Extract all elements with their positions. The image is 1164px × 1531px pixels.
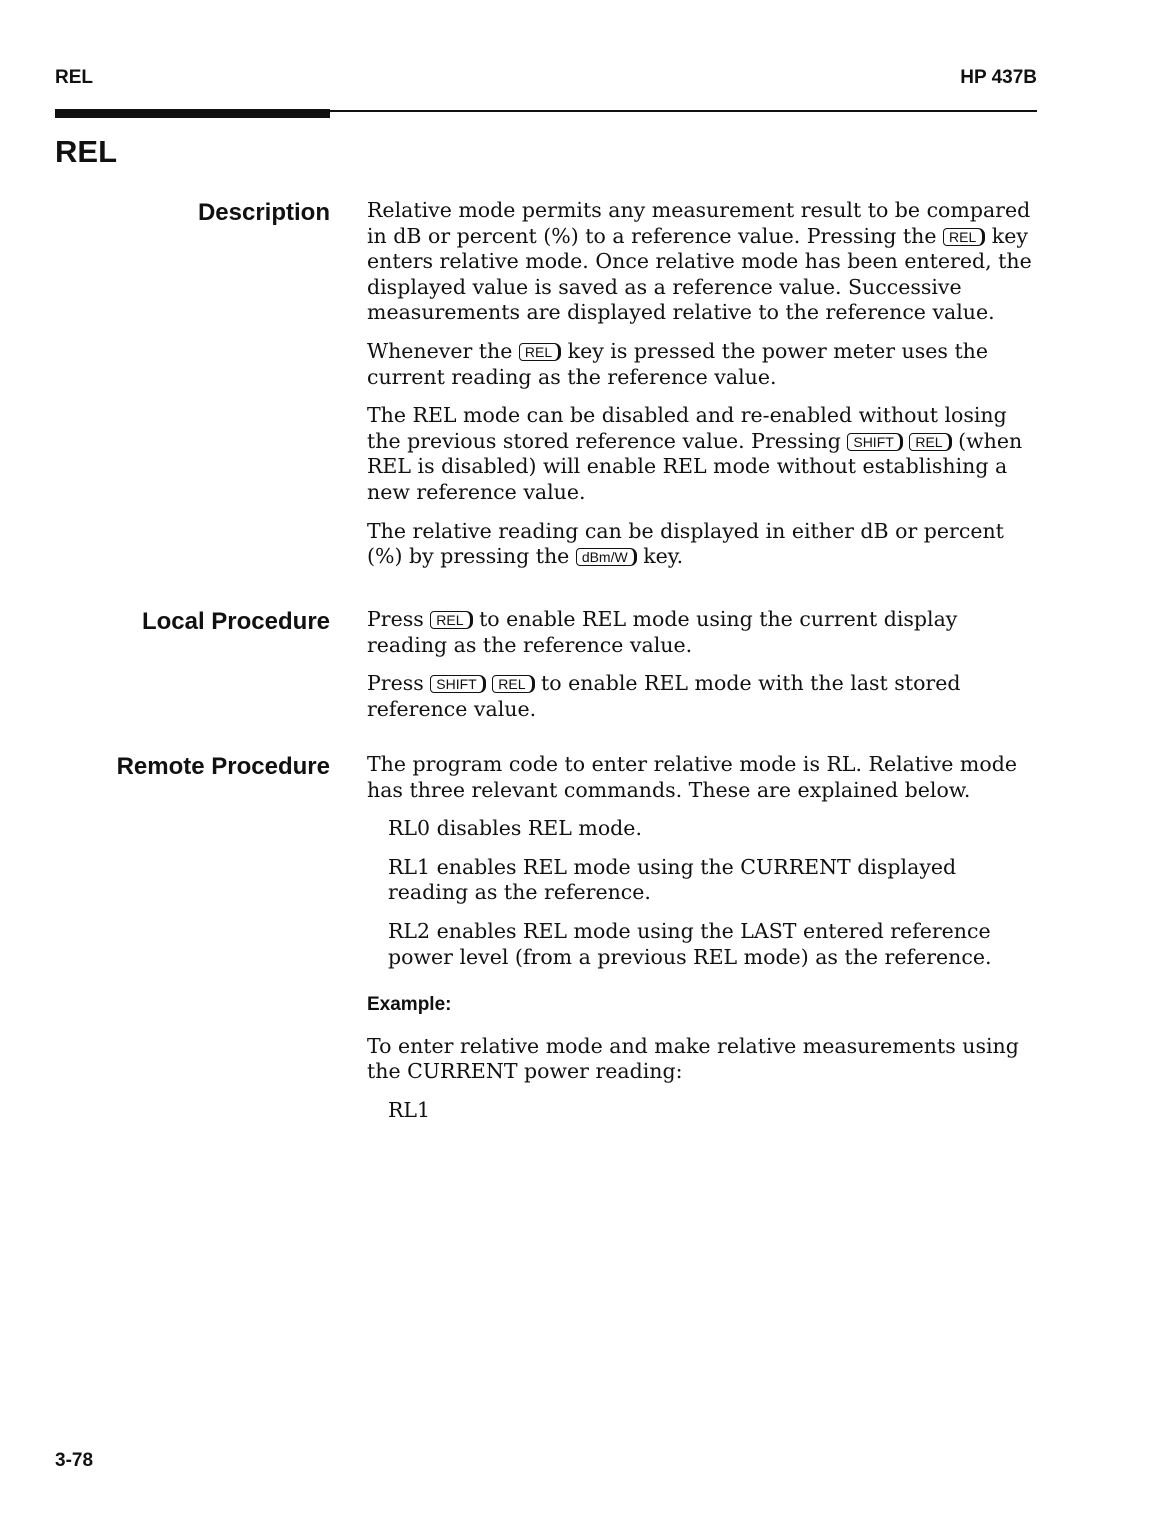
text-run: Press (367, 671, 424, 696)
shift-key: SHIFT (847, 433, 902, 451)
rel-key: REL (430, 611, 472, 629)
running-header-left: REL (55, 67, 93, 88)
remote-procedure-body (367, 752, 1042, 1137)
shift-key: SHIFT (430, 675, 485, 693)
example-label: Example: (367, 994, 452, 1016)
description-paragraph (367, 519, 1042, 570)
command-item: RL2 enables REL mode using the LAST entered reference power level (from a previous REL mode) as the reference. (388, 918, 992, 969)
text-run: Relative mode permits any measurement result to be compared in dB or percent (%) to a reference value. Pressing the (367, 198, 1031, 248)
example-text: To enter relative mode and make relative measurements using the CURRENT power reading: (367, 1033, 1019, 1084)
text-run: key. (643, 544, 684, 569)
rel-key: REL (519, 343, 561, 361)
section-label-description: Description (197, 199, 330, 226)
text-run: to enable REL mode using the current display reading as the reference value. (367, 607, 958, 657)
text-run: (when REL is disabled) will enable REL mode without establishing a new reference value. (367, 428, 1023, 504)
description-paragraph (367, 198, 1042, 326)
command-item: RL0 disables REL mode. (388, 816, 642, 841)
text-run: Press (367, 607, 424, 631)
local-procedure-paragraph (367, 607, 1042, 658)
dbm-w-key: dBm/W (576, 548, 637, 566)
rel-key: REL (492, 675, 534, 693)
section-label-remote-procedure: Remote Procedure (116, 753, 330, 780)
section-label-local-procedure: Local Procedure (141, 608, 330, 635)
page-number: 3-78 (55, 1450, 94, 1471)
page-title: REL (55, 134, 117, 169)
description-paragraph (367, 339, 1042, 390)
description-body (367, 198, 1042, 583)
text-run: key is pressed the power meter uses the current reading as the reference value. (367, 338, 989, 389)
header-rule-accent (55, 109, 330, 118)
local-procedure-paragraph (367, 671, 1042, 722)
text-run: Whenever the (367, 338, 513, 363)
rel-key: REL (909, 433, 951, 451)
description-paragraph (367, 403, 1042, 505)
text-run: The relative reading can be displayed in either dB or percent (%) by pressing the (367, 518, 1004, 569)
rel-key: REL (943, 228, 985, 246)
local-procedure-body (367, 607, 1042, 735)
remote-intro: The program code to enter relative mode is RL. Relative mode has three relevant commands. These are explained below. (367, 752, 1017, 802)
text-run: to enable REL mode with the last stored reference value. (367, 671, 961, 721)
example-code: RL1 (388, 1097, 431, 1122)
running-header-right: HP 437B (960, 67, 1037, 88)
text-run: The REL mode can be disabled and re-enabled without losing the previous stored reference value. Pressing (367, 403, 1007, 453)
text-run: key enters relative mode. Once relative mode has been entered, the displayed value is saved as a reference value. Successive measurements are displayed relative to the reference value. (367, 223, 1032, 325)
command-item: RL1 enables REL mode using the CURRENT displayed reading as the reference. (388, 854, 957, 905)
